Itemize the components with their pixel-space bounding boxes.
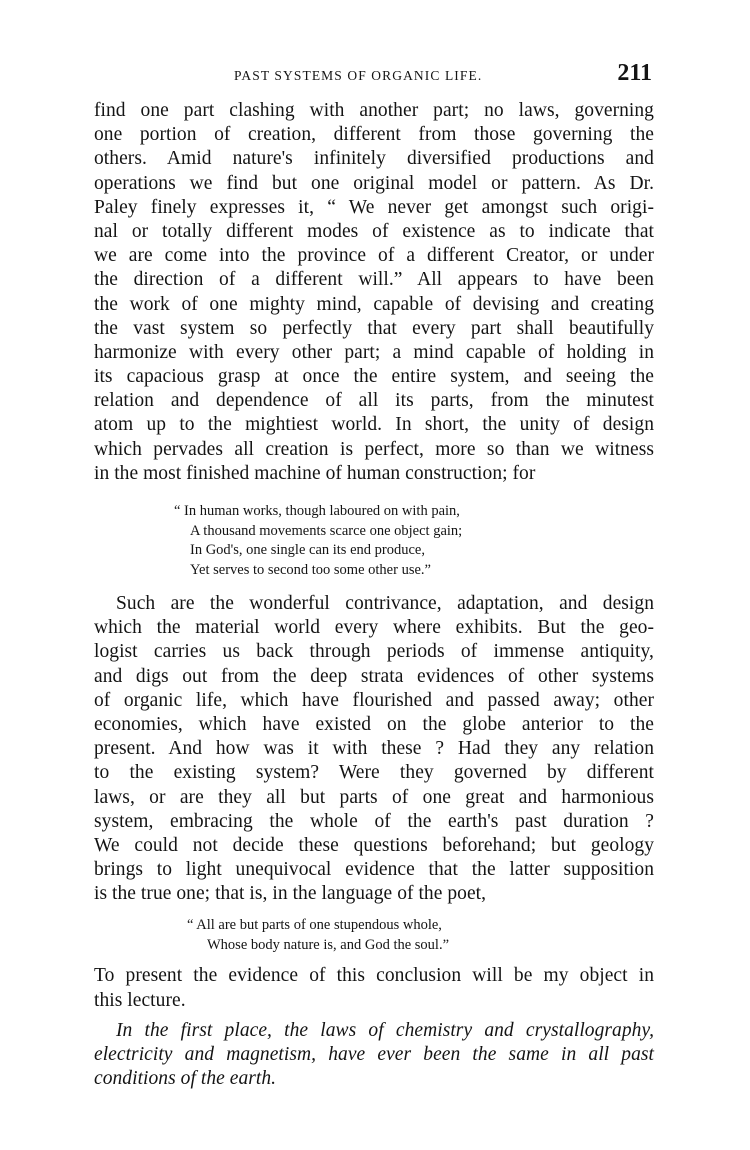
text-line: the work of one mighty mind, capable of devising and creating	[94, 293, 654, 315]
verse-line: Whose body nature is, and God the soul.”	[207, 936, 450, 953]
text-line: its capacious grasp at once the entire system, and seeing the	[94, 366, 654, 388]
text-line: brings to light unequivocal evidence that the latter supposition	[94, 859, 654, 881]
text-line: to the existing system? Were they governed by different	[94, 762, 654, 784]
text-line: laws, or are they all but parts of one great and harmonious	[94, 786, 654, 808]
text-line: harmonize with every other part; a mind capable of holding in	[94, 341, 654, 363]
text-line: the direction of a different will.” All appears to have been	[94, 269, 654, 291]
paragraph-2	[94, 592, 654, 906]
page-header	[94, 60, 654, 94]
text-line: electricity and magnetism, have ever been the same in all past	[94, 1044, 654, 1065]
text-line: Paley finely expresses it, “ We never get amongst such origi-	[94, 196, 654, 218]
verse-line: Yet serves to second too some other use.”	[190, 561, 431, 578]
paragraph-1	[94, 99, 654, 486]
text-line: of organic life, which have flourished and passed away; other	[94, 689, 654, 711]
text-line: we are come into the province of a different Creator, or under	[94, 245, 654, 267]
text-line: find one part clashing with another part; no laws, governing	[94, 100, 654, 121]
verse-quote-1	[94, 502, 654, 580]
text-line: which pervades all creation is perfect, more so than we witness	[94, 438, 654, 460]
text-line: In the first place, the laws of chemistry and crystallography,	[116, 1019, 654, 1041]
text-line: the vast system so perfectly that every part shall beautifully	[94, 317, 654, 339]
text-line: present. And how was it with these ? Had they any relation	[94, 738, 654, 760]
verse-line: “ All are but parts of one stupendous whole,	[187, 917, 442, 934]
page-body	[94, 99, 654, 1091]
text-line: economies, which have existed on the globe anterior to the	[94, 713, 654, 735]
verse-quote-2	[94, 916, 654, 955]
verse-line: In God's, one single can its end produce,	[190, 542, 425, 558]
text-line: To present the evidence of this conclusion will be my object in	[94, 965, 654, 987]
running-head: PAST SYSTEMS OF ORGANIC LIFE.	[234, 68, 483, 83]
text-line: in the most finished machine of human construction; for	[94, 462, 536, 484]
paragraph-3	[94, 964, 654, 1012]
text-line: system, embracing the whole of the earth's past duration ?	[94, 810, 654, 832]
paragraph-4	[94, 1019, 654, 1092]
text-line: one portion of creation, different from those governing the	[94, 124, 654, 146]
text-line: which the material world every where exhibits. But the geo-	[94, 617, 654, 639]
text-line: nal or totally different modes of existence as to indicate that	[94, 220, 654, 242]
verse-line: A thousand movements scarce one object gain;	[190, 522, 463, 539]
text-line: We could not decide these questions beforehand; but geology	[94, 834, 654, 856]
text-line: atom up to the mightiest world. In short, the unity of design	[94, 414, 654, 436]
text-line: Such are the wonderful contrivance, adaptation, and design	[116, 593, 654, 614]
page-number: 211	[617, 60, 652, 86]
text-line: relation and dependence of all its parts, from the minutest	[94, 390, 654, 412]
text-line: logist carries us back through periods of immense antiquity,	[94, 641, 654, 663]
text-line: is the true one; that is, in the language of the poet,	[94, 883, 487, 905]
verse-line: “ In human works, though laboured on with pain,	[174, 503, 460, 519]
text-line: this lecture.	[94, 989, 186, 1011]
text-line: operations we find but one original model or pattern. As Dr.	[94, 172, 654, 194]
text-line: others. Amid nature's infinitely diversified productions and	[94, 148, 654, 170]
text-line: conditions of the earth.	[94, 1068, 277, 1090]
text-line: and digs out from the deep strata evidences of other systems	[94, 665, 654, 687]
